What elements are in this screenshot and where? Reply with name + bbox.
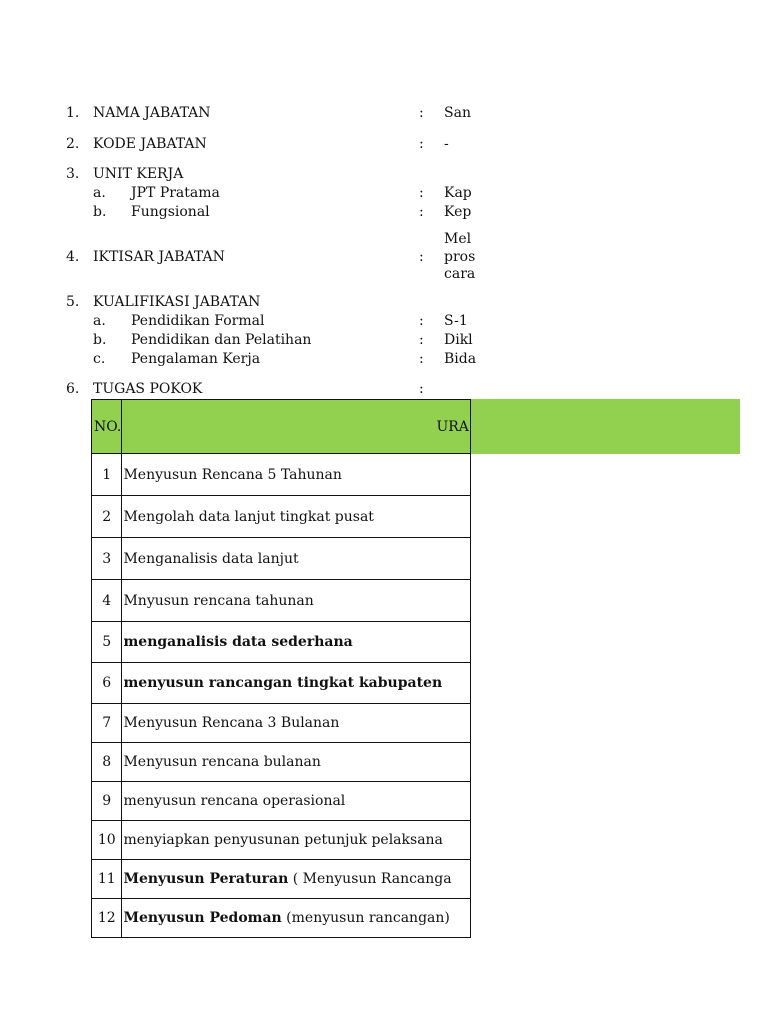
- pengalaman-kerja-value: Bida: [444, 351, 477, 367]
- colon: :: [419, 136, 424, 152]
- item-number: 6.: [66, 381, 80, 397]
- fungsional-value: Kep: [444, 204, 472, 220]
- row-number: 7: [92, 704, 122, 743]
- kode-jabatan-value: -: [444, 136, 449, 152]
- row-number: 4: [92, 580, 122, 622]
- table-row: [92, 580, 471, 622]
- row-uraian: menganalisis data sederhana: [122, 622, 471, 663]
- row-uraian: Menyusun rencana bulanan: [122, 743, 471, 782]
- iktisar-jabatan-label: IKTISAR JABATAN: [93, 249, 225, 265]
- colon: :: [419, 249, 424, 265]
- colon: :: [419, 185, 424, 201]
- table-row: [92, 860, 471, 899]
- table-row: [92, 899, 471, 938]
- table-row: [92, 743, 471, 782]
- colon: :: [419, 351, 424, 367]
- row-uraian: Menyusun Rencana 5 Tahunan: [122, 454, 471, 496]
- row-uraian: Mnyusun rencana tahunan: [122, 580, 471, 622]
- unit-kerja-label: UNIT KERJA: [93, 166, 184, 182]
- row-number: 12: [92, 899, 122, 938]
- table-row: [92, 663, 471, 704]
- row-uraian: Menganalisis data lanjut: [122, 538, 471, 580]
- fungsional-label: Fungsional: [131, 204, 210, 220]
- item-number: 5.: [66, 294, 80, 310]
- colon: :: [419, 204, 424, 220]
- pendidikan-formal-value: S-1: [444, 313, 468, 329]
- colon: :: [419, 105, 424, 121]
- row-uraian: menyusun rencana operasional: [122, 782, 471, 821]
- iktisar-value-line: Mel: [444, 231, 472, 247]
- row-uraian: Menyusun Rencana 3 Bulanan: [122, 704, 471, 743]
- sub-letter: a.: [93, 185, 106, 201]
- row-number: 6: [92, 663, 122, 704]
- row-number: 11: [92, 860, 122, 899]
- table-row: [92, 454, 471, 496]
- diklat-value: Dikl: [444, 332, 473, 348]
- jpt-pratama-value: Kap: [444, 185, 472, 201]
- row-number: 8: [92, 743, 122, 782]
- iktisar-value-line: cara: [444, 266, 476, 282]
- kode-jabatan-label: KODE JABATAN: [93, 136, 207, 152]
- item-number: 4.: [66, 249, 80, 265]
- item-number: 3.: [66, 166, 80, 182]
- table-row: [92, 782, 471, 821]
- colon: :: [419, 381, 424, 397]
- sub-letter: b.: [93, 204, 107, 220]
- diklat-label: Pendidikan dan Pelatihan: [131, 332, 312, 348]
- item-number: 2.: [66, 136, 80, 152]
- colon: :: [419, 332, 424, 348]
- header-no: NO.: [92, 400, 122, 454]
- table-header-extension: [471, 399, 740, 454]
- row-number: 10: [92, 821, 122, 860]
- tugas-pokok-label: TUGAS POKOK: [93, 381, 203, 397]
- nama-jabatan-label: NAMA JABATAN: [93, 105, 211, 121]
- sub-letter: b.: [93, 332, 107, 348]
- header-uraian: URA: [122, 400, 471, 454]
- row-number: 9: [92, 782, 122, 821]
- row-uraian: Menyusun Peraturan ( Menyusun Rancanga: [122, 860, 471, 899]
- table-row: [92, 821, 471, 860]
- tugas-pokok-table: [91, 399, 471, 938]
- iktisar-value-line: pros: [444, 249, 476, 265]
- table-header-row: [92, 400, 471, 454]
- sub-letter: a.: [93, 313, 106, 329]
- colon: :: [419, 313, 424, 329]
- table-row: [92, 496, 471, 538]
- pendidikan-formal-label: Pendidikan Formal: [131, 313, 265, 329]
- row-number: 3: [92, 538, 122, 580]
- item-number: 1.: [66, 105, 80, 121]
- table-row: [92, 538, 471, 580]
- table-row: [92, 704, 471, 743]
- row-uraian: Mengolah data lanjut tingkat pusat: [122, 496, 471, 538]
- nama-jabatan-value: San: [444, 105, 471, 121]
- row-uraian: Menyusun Pedoman (menyusun rancangan): [122, 899, 471, 938]
- kualifikasi-jabatan-label: KUALIFIKASI JABATAN: [93, 294, 261, 310]
- row-number: 5: [92, 622, 122, 663]
- row-number: 2: [92, 496, 122, 538]
- table-row: [92, 622, 471, 663]
- row-uraian: menyiapkan penyusunan petunjuk pelaksana: [122, 821, 471, 860]
- sub-letter: c.: [93, 351, 106, 367]
- row-number: 1: [92, 454, 122, 496]
- pengalaman-kerja-label: Pengalaman Kerja: [131, 351, 261, 367]
- row-uraian: menyusun rancangan tingkat kabupaten: [122, 663, 471, 704]
- jpt-pratama-label: JPT Pratama: [131, 185, 220, 201]
